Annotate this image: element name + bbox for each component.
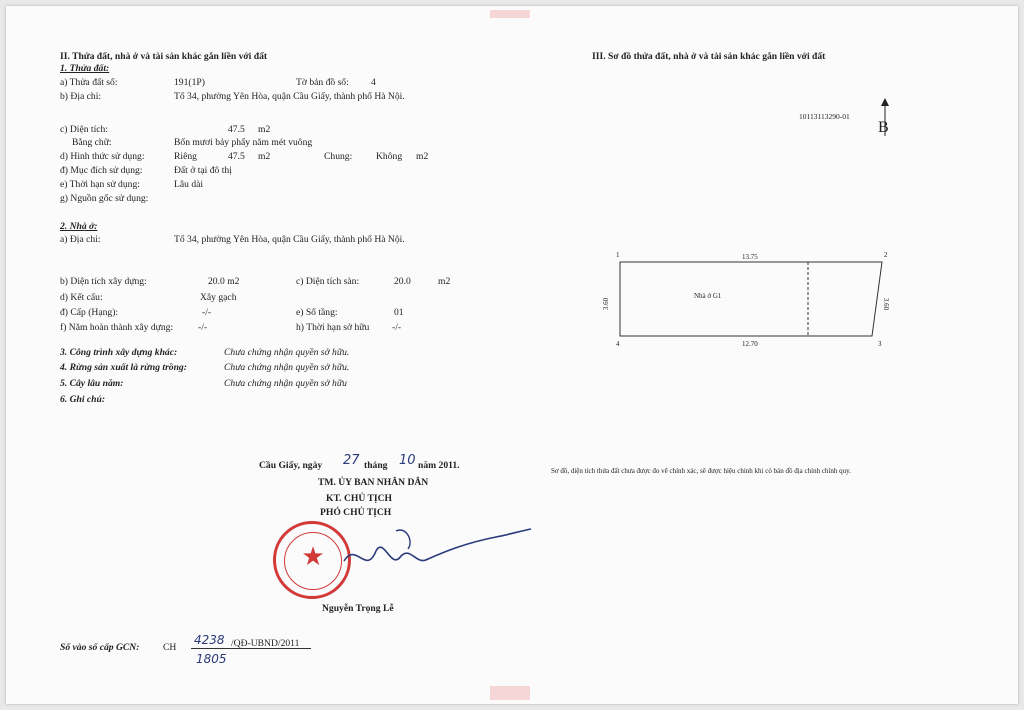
pink-tab-top [490,10,530,18]
other-works-value: Chưa chứng nhận quyền sở hữu. [224,347,350,358]
forest-label: 4. Rừng sản xuất là rừng trồng: [60,362,187,373]
year-value: -/- [198,322,208,333]
ownership-label: h) Thời hạn sở hữu [296,322,370,333]
sign-year: năm 2011. [418,460,460,471]
registry-label: Số vào sổ cấp GCN: [60,642,140,653]
notes-label: 6. Ghi chú: [60,394,106,405]
sign-month: 10 [399,453,416,468]
shared-value: Không [376,151,403,162]
parcel-label: a) Thửa đất số: [60,77,118,88]
sign-kt: KT. CHỦ TỊCH [326,493,393,504]
map-label: Tờ bản đồ số: [296,77,349,88]
corner-2: 2 [884,251,888,259]
build-area-label: b) Diện tích xây dựng: [60,276,147,287]
structure-value: Xây gạch [200,292,237,303]
shared-label: Chung: [324,151,353,162]
floors-value: 01 [394,307,404,318]
parcel-value: 191(1P) [174,77,205,88]
left-length: 3.60 [602,297,611,311]
sign-place: Cầu Giấy, ngày [259,460,323,471]
sign-day: 27 [343,453,360,468]
diagram-note: Sơ đồ, diện tích thửa đất chưa được đo vẽ chính xác, sẽ được hiệu chỉnh khi có bản đồ địa chính chính quy. [551,467,851,475]
trees-value: Chưa chứng nhận quyền sở hữu [224,378,347,389]
parcel-diagram [606,250,896,350]
floors-label: e) Số tầng: [296,307,338,318]
other-works-label: 3. Công trình xây dựng khác: [60,347,178,358]
registry-suffix: /QĐ-UBND/2011 [231,638,300,649]
land-address-label: b) Địa chỉ: [60,91,102,102]
floor-area-unit: m2 [438,276,451,287]
house-label: Nhà ở G1 [694,292,722,300]
corner-1: 1 [616,251,620,259]
words-value: Bốn mươi bảy phẩy năm mét vuông [174,137,313,148]
certificate-page [6,6,1018,704]
year-label: f) Năm hoàn thành xây dựng: [60,322,174,333]
purpose-label: đ) Mục đích sử dụng: [60,165,143,176]
grade-value: -/- [202,307,212,318]
top-length: 13.75 [742,253,758,261]
private-label: Riêng [174,151,197,162]
registry-number-below: 1805 [196,652,227,666]
house-heading: 2. Nhà ở: [60,221,98,232]
build-area-value: 20.0 m2 [208,276,240,287]
map-value: 4 [371,77,376,88]
words-label: Bằng chữ: [72,137,112,148]
corner-4: 4 [616,340,620,348]
term-label: e) Thời hạn sử dụng: [60,179,140,190]
section-ii-title: II. Thửa đất, nhà ở và tài sản khác gắn liền với đất [60,51,268,62]
area-label: c) Diện tích: [60,124,108,135]
area-value: 47.5 [228,124,245,135]
sign-month-label: tháng [364,460,388,471]
sign-role: PHÓ CHỦ TỊCH [320,507,392,518]
handwritten-signature [336,521,536,591]
private-unit: m2 [258,151,271,162]
ownership-value: -/- [392,322,402,333]
signer-name: Nguyễn Trọng Lễ [322,603,394,614]
registry-underline [191,648,311,649]
north-label: B [878,119,889,136]
pink-tab-bottom [490,686,530,700]
registry-number-hand: 4238 [194,633,225,647]
registry-prefix: CH [163,642,177,653]
sign-org: TM. ỦY BAN NHÂN DÂN [318,477,429,488]
house-address-value: Tổ 34, phường Yên Hòa, quận Cầu Giấy, thành phố Hà Nội. [174,234,405,245]
red-seal-stamp: ★ [273,521,351,599]
land-heading: 1. Thửa đất: [60,63,110,74]
term-value: Lâu dài [174,179,204,190]
land-address-value: Tổ 34, phường Yên Hòa, quận Cầu Giấy, thành phố Hà Nội. [174,91,405,102]
floor-area-label: c) Diện tích sàn: [296,276,360,287]
floor-area-value: 20.0 [394,276,411,287]
forest-value: Chưa chứng nhận quyền sở hữu. [224,362,350,373]
grade-label: đ) Cấp (Hạng): [60,307,119,318]
purpose-value: Đất ở tại đô thị [174,165,232,176]
private-value: 47.5 [228,151,245,162]
right-length: 3.60 [882,297,891,311]
origin-label: g) Nguồn gốc sử dụng: [60,193,149,204]
use-form-label: d) Hình thức sử dụng: [60,151,145,162]
parcel-code: 10113113290-01 [799,112,850,121]
trees-label: 5. Cây lâu năm: [60,378,124,389]
shared-unit: m2 [416,151,429,162]
area-unit: m2 [258,124,271,135]
section-iii-title: III. Sơ đồ thửa đất, nhà ở và tài sản khác gắn liền với đất [592,51,826,62]
bottom-length: 12.70 [742,340,758,348]
corner-3: 3 [878,340,882,348]
house-address-label: a) Địa chỉ: [60,234,101,245]
structure-label: d) Kết cấu: [60,292,103,303]
